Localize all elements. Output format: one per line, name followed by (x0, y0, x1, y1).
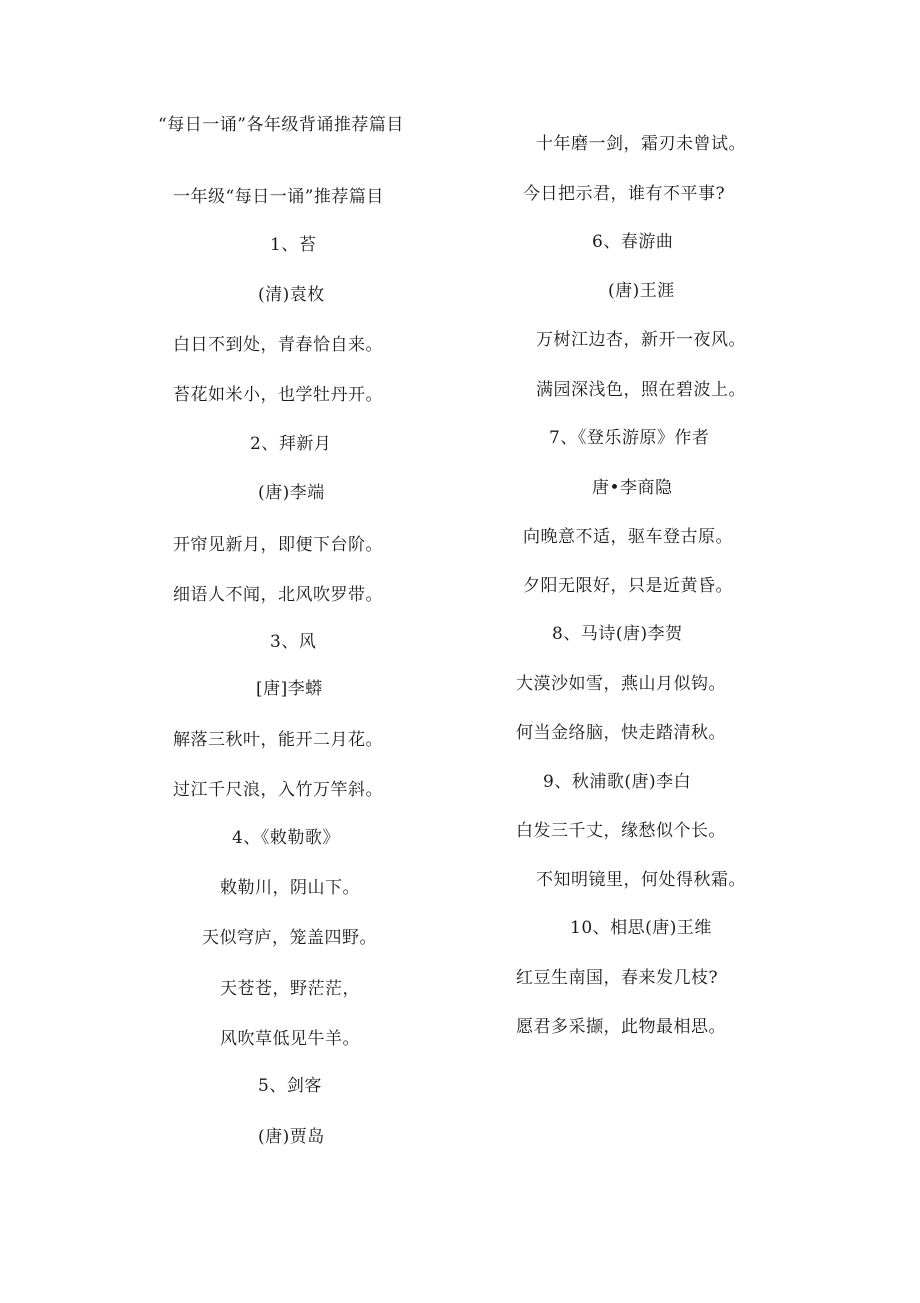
poem-line: 风吹草低见牛羊。 (220, 1029, 360, 1049)
poem-title: 10、相思(唐)王维 (570, 918, 712, 938)
poem-line: 不知明镜里，何处得秋霜。 (536, 870, 746, 890)
poem-line: 细语人不闻，北风吹罗带。 (173, 585, 383, 605)
poem-author: (清)袁枚 (258, 285, 325, 305)
poem-line: 愿君多采撷，此物最相思。 (516, 1017, 726, 1037)
poem-line: 天似穹庐，笼盖四野。 (202, 928, 377, 948)
poem-title: 2、拜新月 (250, 434, 332, 454)
poem-title: 6、春游曲 (592, 232, 674, 252)
poem-line: 何当金络脑，快走踏清秋。 (516, 723, 726, 743)
poem-line: 满园深浅色，照在碧波上。 (536, 380, 746, 400)
poem-line: 天苍苍，野茫茫， (220, 979, 360, 999)
poem-line: 夕阳无限好，只是近黄昏。 (523, 576, 733, 596)
poem-title: 5、剑客 (258, 1076, 322, 1096)
poem-title: 4、《敕勒歌》 (232, 828, 340, 848)
poem-line: 红豆生南国，春来发几枝? (516, 968, 719, 988)
poem-line: 万树江边杏，新开一夜风。 (536, 330, 746, 350)
poem-line: 十年磨一剑，霜刃未曾试。 (536, 134, 746, 154)
poem-line: 敕勒川，阴山下。 (220, 878, 360, 898)
poem-line: 苔花如米小，也学牡丹开。 (173, 385, 383, 405)
poem-title: 3、风 (270, 632, 317, 652)
poem-line: 向晚意不适，驱车登古原。 (523, 527, 733, 547)
poem-line: 解落三秋叶，能开二月花。 (173, 730, 383, 750)
poem-title: 7、《登乐游原》作者 (549, 428, 710, 448)
poem-title: 9、秋浦歌(唐)李白 (543, 772, 692, 792)
poem-line: 白日不到处，青春恰自来。 (173, 335, 383, 355)
poem-author: (唐)李端 (258, 483, 325, 503)
grade-heading: 一年级“每日一诵”推荐篇目 (173, 187, 384, 207)
page-title: “每日一诵”各年级背诵推荐篇目 (158, 115, 404, 135)
poem-author: (唐)贾岛 (258, 1127, 325, 1147)
poem-line: 今日把示君，谁有不平事? (523, 184, 726, 204)
poem-line: 大漠沙如雪，燕山月似钩。 (516, 674, 726, 694)
poem-author: [唐]李蟒 (256, 679, 323, 699)
poem-author: (唐)王涯 (608, 281, 675, 301)
poem-line: 白发三千丈，缘愁似个长。 (516, 821, 726, 841)
poem-author: 唐•李商隐 (592, 478, 673, 498)
poem-line: 过江千尺浪，入竹万竿斜。 (173, 780, 383, 800)
poem-line: 开帘见新月，即便下台阶。 (173, 535, 383, 555)
poem-title: 1、苔 (270, 235, 317, 255)
poem-title: 8、马诗(唐)李贺 (552, 624, 683, 644)
